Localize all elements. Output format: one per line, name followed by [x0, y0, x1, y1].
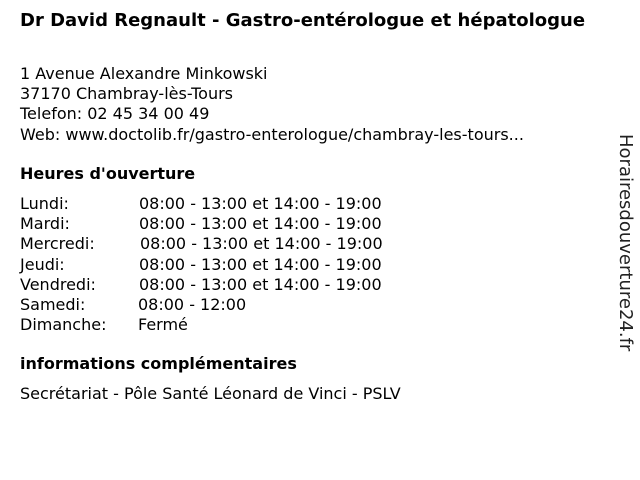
day-label: Samedi: [20, 294, 86, 314]
day-times: 08:00 - 13:00 et 14:00 - 19:00 [139, 254, 382, 274]
address-city: 37170 Chambray-lès-Tours [20, 84, 234, 104]
day-times: Fermé [138, 315, 188, 335]
day-label: Vendredi: [20, 274, 96, 294]
day-times: 08:00 - 12:00 [138, 294, 247, 314]
additional-info-text: Secrétariat - Pôle Santé Léonard de Vinci - PSLV [20, 384, 401, 403]
day-label: Dimanche: [20, 315, 107, 335]
day-label: Lundi: [20, 194, 69, 213]
phone-line: Telefon: 02 45 34 00 49 [20, 104, 210, 124]
day-label: Jeudi: [20, 254, 65, 274]
day-times: 08:00 - 13:00 et 14:00 - 19:00 [139, 194, 382, 213]
day-label: Mercredi: [20, 234, 95, 254]
contact-block [20, 64, 524, 145]
day-times: 08:00 - 13:00 et 14:00 - 19:00 [140, 234, 383, 254]
day-label: Mardi: [20, 214, 70, 234]
watermark-text: Horairesdouverture24.fr [615, 134, 636, 352]
day-times: 08:00 - 13:00 et 14:00 - 19:00 [139, 214, 382, 234]
site-watermark [611, 134, 639, 374]
additional-info-heading: informations complémentaires [20, 354, 297, 373]
opening-hours-heading: Heures d'ouverture [20, 164, 196, 183]
page-title: Dr David Regnault - Gastro-entérologue et hépatologue [20, 10, 586, 31]
day-times: 08:00 - 13:00 et 14:00 - 19:00 [139, 274, 382, 294]
address-street: 1 Avenue Alexandre Minkowski [20, 64, 268, 83]
website-line: Web: www.doctolib.fr/gastro-enterologue/chambray-les-tours... [20, 124, 524, 144]
